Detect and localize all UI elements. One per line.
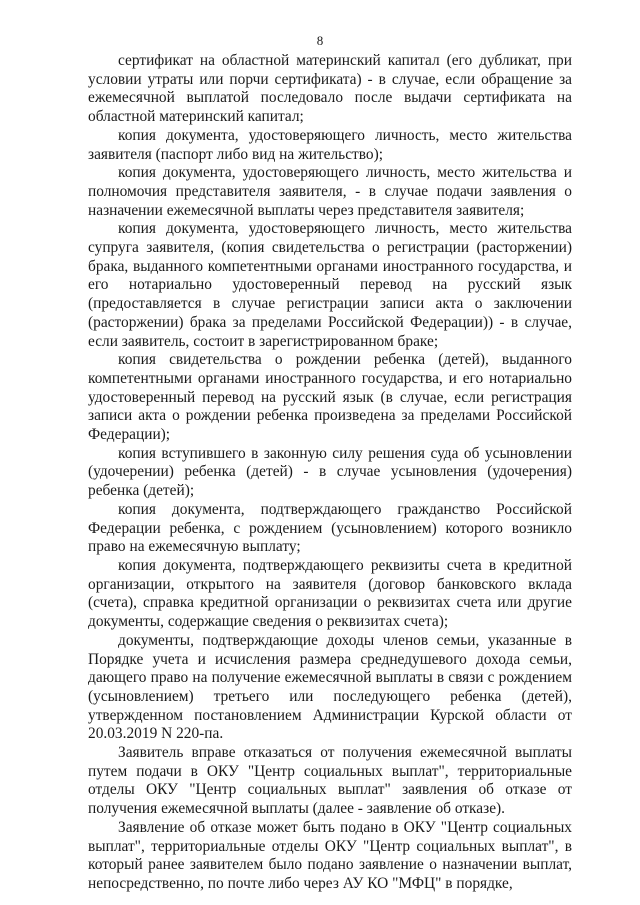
paragraph-birth-certificate: копия свидетельства о рождении ребенка (детей), выданного компетентными органами иностранного государства, и его нотариально удостоверенный перевод на русский язык (в случае, если регистрация записи акта о рождении ребенка произведена за пределами Российской Федерации); [88, 351, 572, 444]
paragraph-adoption-decision: копия вступившего в законную силу решения суда об усыновлении (удочерении) ребенка (детей) - в случае усыновления (удочерения) ребенка (детей); [88, 444, 572, 500]
paragraph-income-documents: документы, подтверждающие доходы членов семьи, указанные в Порядке учета и исчисления размера среднедушевого дохода семьи, дающего право на получение ежемесячной выплаты в связи с рождением (усыновлением) третьего или последующего ребенка (детей), утвержденном постановлением Администрации Курской области от 20.03.2019 N 220-па. [88, 631, 572, 743]
paragraph-citizenship: копия документа, подтверждающего гражданство Российской Федерации ребенка, с рождением (усыновлением) которого возникло право на ежемесячную выплату; [88, 500, 572, 556]
paragraph-representative-id: копия документа, удостоверяющего личность, место жительства и полномочия представителя заявителя, - в случае подачи заявления о назначении ежемесячной выплаты через представителя заявителя; [88, 164, 572, 219]
paragraph-bank-account: копия документа, подтверждающего реквизиты счета в кредитной организации, открытого на заявителя (договор банковского вклада (счета), справка кредитной организации о реквизитах счета или другие документы, содержащие сведения о реквизитах счета); [88, 556, 572, 631]
paragraph-refusal-right: Заявитель вправе отказаться от получения ежемесячной выплаты путем подачи в ОКУ "Центр социальных выплат", территориальные отделы ОКУ "Центр социальных выплат" заявления об отказе от получения ежемесячной выплаты (далее - заявление об отказе). [88, 744, 572, 818]
document-body [88, 52, 572, 894]
paragraph-spouse-id: копия документа, удостоверяющего личность, место жительства супруга заявителя, (копия свидетельства о регистрации (расторжении) брака, выданного компетентными органами иностранного государства, и его нотариально удостоверенный перевод на русский язык (предоставляется в случае регистрации записи акта о заключении (расторжении) брака за пределами Российской Федерации)) - в случае, если заявитель, состоит в зарегистрированном браке; [88, 220, 572, 350]
page-number: 8 [316, 33, 324, 48]
paragraph-refusal-submission: Заявление об отказе может быть подано в ОКУ "Центр социальных выплат", территориальные отделы ОКУ "Центр социальных выплат", в который ранее заявителем было подано заявление о назначении выплат, непосредственно, по почте либо через АУ КО "МФЦ" в порядке, [88, 818, 572, 892]
paragraph-maternity-certificate: сертификат на областной материнский капитал (его дубликат, при условии утраты или порчи сертификата) - в случае, если обращение за ежемесячной выплатой последовало после выдачи сертификата на областной материнский капитал; [88, 52, 572, 126]
paragraph-applicant-id: копия документа, удостоверяющего личность, место жительства заявителя (паспорт либо вид на жительство); [88, 126, 572, 163]
